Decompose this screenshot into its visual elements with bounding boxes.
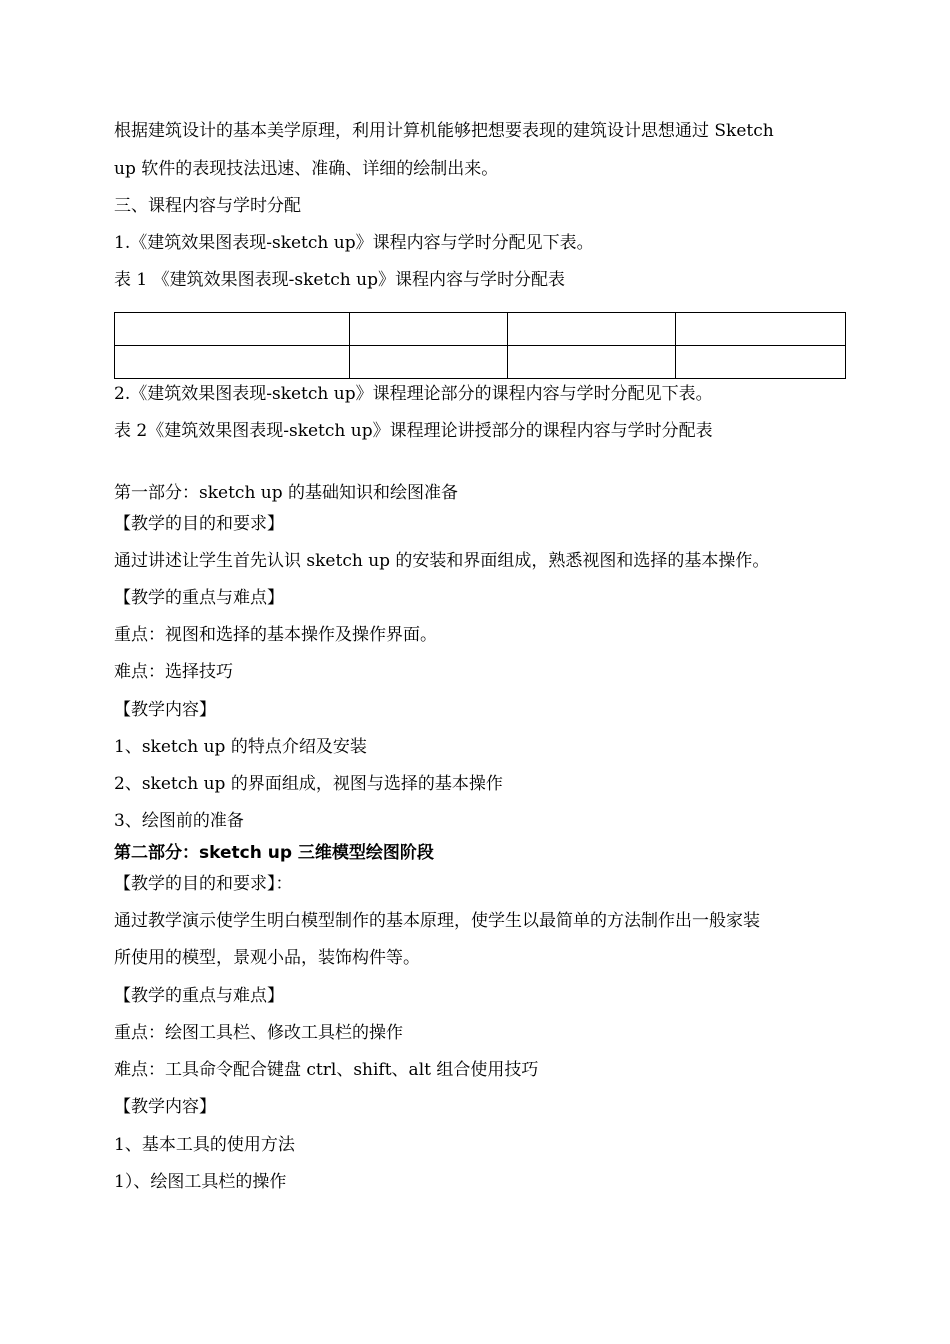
table-cell <box>115 313 350 346</box>
part-1-content-heading: 【教学内容】 <box>114 700 216 720</box>
table-cell <box>115 346 350 379</box>
part-2-keypoint: 重点：绘图工具栏、修改工具栏的操作 <box>114 1023 403 1043</box>
part-1-content-item-2: 2、sketch up 的界面组成，视图与选择的基本操作 <box>114 774 503 794</box>
item-1-text: 1.《建筑效果图表现-sketch up》课程内容与学时分配见下表。 <box>114 233 594 253</box>
part-2-keypoints-heading: 【教学的重点与难点】 <box>114 986 284 1006</box>
part-2-objective-line-2: 所使用的模型，景观小品，装饰构件等。 <box>114 948 420 968</box>
intro-line-1: 根据建筑设计的基本美学原理，利用计算机能够把想要表现的建筑设计思想通过 Sketch <box>114 121 774 141</box>
table-1-caption: 表 1 《建筑效果图表现-sketch up》课程内容与学时分配表 <box>114 270 565 290</box>
table-1 <box>114 312 846 379</box>
table-row <box>115 313 846 346</box>
table-cell <box>350 346 508 379</box>
part-2-title: 第二部分：sketch up 三维模型绘图阶段 <box>114 843 434 863</box>
section-3-heading: 三、课程内容与学时分配 <box>114 196 301 216</box>
table-row <box>115 346 846 379</box>
part-1-difficulty: 难点：选择技巧 <box>114 662 233 682</box>
table-cell <box>676 313 846 346</box>
part-1-keypoint: 重点：视图和选择的基本操作及操作界面。 <box>114 625 437 645</box>
part-1-objective-heading: 【教学的目的和要求】 <box>114 514 284 534</box>
part-2-objective-heading: 【教学的目的和要求】： <box>114 874 293 894</box>
part-1-content-item-1: 1、sketch up 的特点介绍及安装 <box>114 737 367 757</box>
part-1-objective-text: 通过讲述让学生首先认识 sketch up 的安装和界面组成，熟悉视图和选择的基本操作。 <box>114 551 770 571</box>
part-2-difficulty: 难点：工具命令配合键盘 ctrl、shift、alt 组合使用技巧 <box>114 1060 539 1080</box>
table-cell <box>676 346 846 379</box>
table-cell <box>350 313 508 346</box>
part-1-keypoints-heading: 【教学的重点与难点】 <box>114 588 284 608</box>
part-2-content-item-1: 1、基本工具的使用方法 <box>114 1135 295 1155</box>
table-2-caption: 表 2《建筑效果图表现-sketch up》课程理论讲授部分的课程内容与学时分配表 <box>114 421 713 441</box>
table-cell <box>508 346 676 379</box>
intro-line-2: up 软件的表现技法迅速、准确、详细的绘制出来。 <box>114 159 499 179</box>
part-1-title: 第一部分：sketch up 的基础知识和绘图准备 <box>114 483 459 503</box>
part-2-content-heading: 【教学内容】 <box>114 1097 216 1117</box>
part-2-content-item-2: 1）、绘图工具栏的操作 <box>114 1172 287 1192</box>
part-1-content-item-3: 3、绘图前的准备 <box>114 811 244 831</box>
item-2-text: 2.《建筑效果图表现-sketch up》课程理论部分的课程内容与学时分配见下表。 <box>114 384 713 404</box>
part-2-objective-line-1: 通过教学演示使学生明白模型制作的基本原理，使学生以最简单的方法制作出一般家装 <box>114 911 760 931</box>
table-cell <box>508 313 676 346</box>
